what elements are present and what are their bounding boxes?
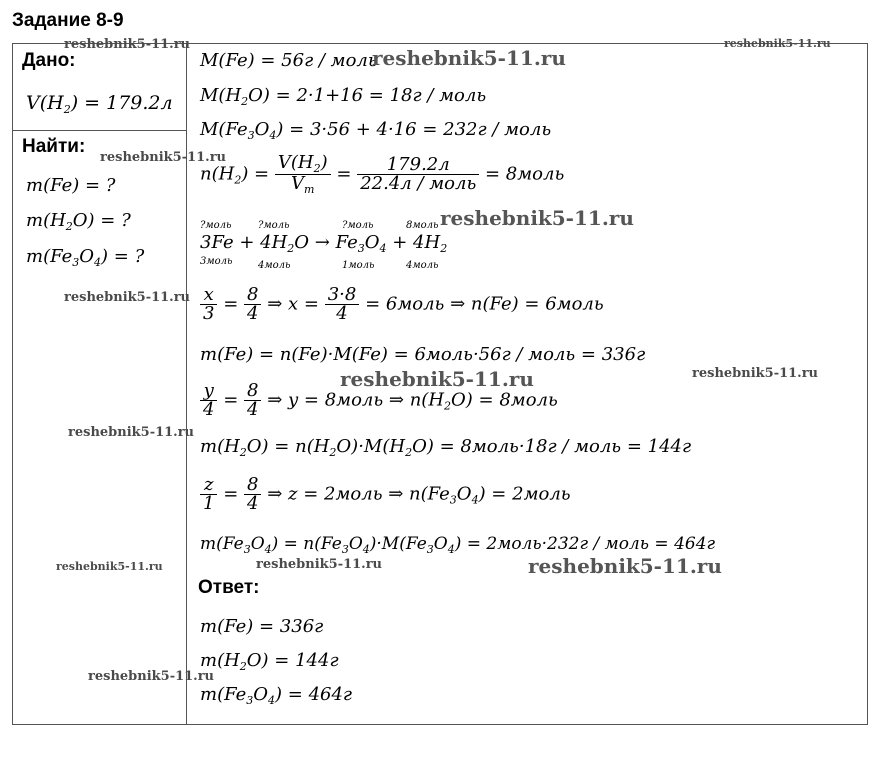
proportion-z: $\frac{z}{1}$ = $\frac{8}{4}$ ⇒ z = 2моль ⇒ $n(Fe_3O_4)$ = 2моль (200, 476, 571, 513)
given-divider (12, 130, 187, 131)
watermark: reshebnik5-11.ru (340, 367, 534, 391)
mass-fe: m(Fe) = n(Fe)·M(Fe) = 6моль·56г / моль = 336г (200, 344, 646, 365)
watermark: reshebnik5-11.ru (528, 554, 722, 578)
find-fe: m(Fe) = ? (26, 175, 116, 196)
watermark: reshebnik5-11.ru (56, 560, 163, 573)
proportion-x: $\frac{x}{3}$ = $\frac{8}{4}$ ⇒ x = $\frac{3\cdot 8}{4}$ = 6моль ⇒ n(Fe) = 6моль (200, 286, 604, 323)
eq-top-4: 8моль (406, 220, 439, 231)
mass-h2o: $m(H_2O) = n(H_2O)\cdot M(H_2O)$ = 8моль·18г / моль = 144г (200, 436, 692, 459)
watermark: reshebnik5-11.ru (68, 425, 195, 440)
eq-bottom-3: 1моль (342, 260, 375, 271)
watermark: reshebnik5-11.ru (100, 150, 227, 165)
given-volume: $V(H_2) = 179.2л$ (26, 92, 173, 116)
watermark: reshebnik5-11.ru (88, 669, 215, 684)
eq-top-1: ?моль (200, 220, 232, 231)
find-fe3o4: $m(Fe_3O_4)$ = ? (26, 246, 145, 269)
reaction-equation: $3Fe + 4H_2O \to Fe_3O_4 + 4H_2$ (200, 232, 448, 255)
column-divider (186, 43, 187, 725)
molar-mass-fe3o4: $M(Fe_3O_4) = 3\cdot 56 + 4\cdot 16 = 232г$ / моль (200, 119, 552, 142)
answer-fe: m(Fe) = 336г (200, 616, 324, 637)
molar-mass-fe: M(Fe) = 56г / моль (200, 50, 378, 71)
moles-h2-formula: $n(H_2)$ = $\frac{V(H_2)}{V_m}$ = $\frac{179.2л}{\text{22.4л / моль}}$ = 8моль (200, 152, 565, 196)
watermark: reshebnik5-11.ru (256, 557, 383, 572)
eq-top-3: ?моль (342, 220, 374, 231)
find-heading: Найти: (22, 136, 86, 157)
watermark: reshebnik5-11.ru (724, 37, 831, 50)
watermark: reshebnik5-11.ru (64, 290, 191, 305)
eq-bottom-1: 3моль (200, 256, 233, 267)
answer-heading: Ответ: (198, 577, 260, 598)
watermark: reshebnik5-11.ru (64, 37, 191, 52)
molar-mass-h2o: $M(H_2O) = 2\cdot 1+16 = 18г$ / моль (200, 85, 487, 108)
proportion-y: $\frac{y}{4}$ = $\frac{8}{4}$ ⇒ y = 8моль ⇒ $n(H_2O)$ = 8моль (200, 382, 558, 419)
eq-top-2: ?моль (258, 220, 290, 231)
watermark: reshebnik5-11.ru (692, 366, 819, 381)
eq-bottom-2: 4моль (258, 260, 291, 271)
eq-bottom-4: 4моль (406, 260, 439, 271)
mass-fe3o4: $m(Fe_3O_4) = n(Fe_3O_4)\cdot M(Fe_3O_4)$ = 2моль·232г / моль = 464г (200, 534, 716, 556)
find-h2o: $m(H_2O)$ = ? (26, 210, 131, 233)
task-title: Задание 8-9 (12, 10, 124, 31)
answer-h2o: $m(H_2O) = 144г$ (200, 650, 339, 673)
watermark: reshebnik5-11.ru (372, 46, 566, 70)
watermark: reshebnik5-11.ru (440, 206, 634, 230)
answer-fe3o4: $m(Fe_3O_4) = 464г$ (200, 684, 353, 707)
given-heading: Дано: (22, 50, 76, 71)
